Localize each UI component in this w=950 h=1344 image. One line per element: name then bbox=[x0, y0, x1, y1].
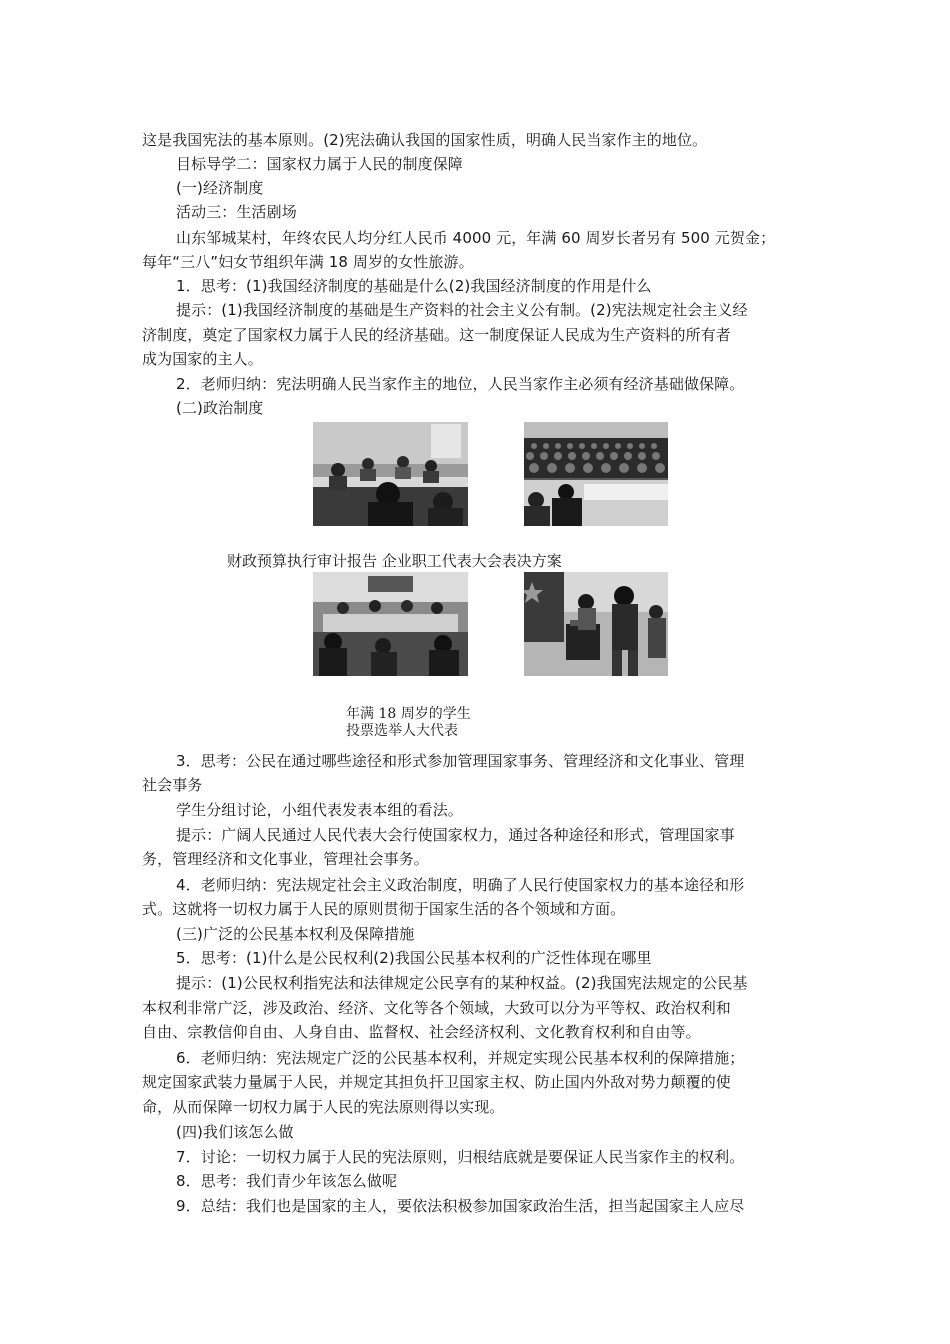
discussion-line: 7．讨论：一切权力属于人民的宪法原则，归根结底就是要保证人民当家作主的权利。 bbox=[176, 1148, 745, 1166]
photo-caption-line2: 投票选举人大代表 bbox=[346, 723, 458, 739]
hint-line: 提示：广阔人民通过人民代表大会行使国家权力，通过各种途径和形式，管理国家事 bbox=[176, 826, 735, 844]
paragraph-line: 规定国家武装力量属于人民，并规定其担负扞卫国家主权、防止国内外敌对势力颠覆的使 bbox=[142, 1073, 731, 1091]
paragraph-line: 成为国家的主人。 bbox=[142, 350, 263, 368]
hint-line: 提示：(1)公民权利指宪法和法律规定公民享有的某种权益。(2)我国宪法规定的公民基 bbox=[176, 974, 748, 992]
meeting-photo bbox=[313, 422, 468, 526]
subsection-heading: (一)经济制度 bbox=[176, 179, 264, 197]
activity-heading: 活动三：生活剧场 bbox=[176, 203, 297, 221]
paragraph-line: 每年“三八”妇女节组织年满 18 周岁的女性旅游。 bbox=[142, 253, 474, 271]
photo-caption-line1: 年满 18 周岁的学生 bbox=[346, 706, 471, 722]
subsection-heading: (二)政治制度 bbox=[176, 399, 264, 417]
congress-hall-photo bbox=[524, 422, 668, 526]
paragraph-line: 本权利非常广泛，涉及政治、经济、文化等各个领域，大致可以分为平等权、政治权利和 bbox=[142, 999, 731, 1017]
paragraph-line: 社会事务 bbox=[142, 776, 203, 794]
paragraph-line: 学生分组讨论，小组代表发表本组的看法。 bbox=[176, 801, 463, 819]
hint-line: 提示：(1)我国经济制度的基础是生产资料的社会主义公有制。(2)宪法规定社会主义经 bbox=[176, 301, 748, 319]
summary-line: 2．老师归纳：宪法明确人民当家作主的地位，人民当家作主必须有经济基础做保障。 bbox=[176, 375, 745, 393]
paragraph-line: 自由、宗教信仰自由、人身自由、监督权、社会经济权利、文化教育权利和自由等。 bbox=[142, 1023, 701, 1041]
question-line: 3．思考：公民在通过哪些途径和形式参加管理国家事务、管理经济和文化事业、管理 bbox=[176, 752, 745, 770]
paragraph-line: 命，从而保障一切权力属于人民的宪法原则得以实现。 bbox=[142, 1098, 505, 1116]
photo-caption: 财政预算执行审计报告 企业职工代表大会表决方案 bbox=[227, 552, 562, 570]
section-heading: 目标导学二：国家权力属于人民的制度保障 bbox=[176, 155, 463, 173]
student-voting-photo bbox=[524, 572, 668, 676]
summary-line: 4．老师归纳：宪法规定社会主义政治制度，明确了人民行使国家权力的基本途径和形 bbox=[176, 876, 745, 894]
question-line: 5．思考：(1)什么是公民权利(2)我国公民基本权利的广泛性体现在哪里 bbox=[176, 949, 652, 967]
subsection-heading: (四)我们该怎么做 bbox=[176, 1123, 294, 1141]
paragraph-line: 这是我国宪法的基本原则。(2)宪法确认我国的国家性质，明确人民当家作主的地位。 bbox=[142, 131, 708, 149]
paragraph-line: 济制度，奠定了国家权力属于人民的经济基础。这一制度保证人民成为生产资料的所有者 bbox=[142, 326, 731, 344]
paragraph-line: 山东邹城某村，年终农民人均分红人民币 4000 元，年满 60 周岁长者另有 500 元贺金； bbox=[176, 229, 776, 247]
conclusion-line: 9．总结：我们也是国家的主人，要依法积极参加国家政治生活，担当起国家主人应尽 bbox=[176, 1197, 745, 1215]
paragraph-line: 式。这就将一切权力属于人民的原则贯彻于国家生活的各个领域和方面。 bbox=[142, 900, 626, 918]
question-line: 8．思考：我们青少年该怎么做呢 bbox=[176, 1172, 398, 1190]
conference-photo bbox=[313, 572, 468, 676]
question-line: 1．思考：(1)我国经济制度的基础是什么(2)我国经济制度的作用是什么 bbox=[176, 277, 652, 295]
paragraph-line: 务，管理经济和文化事业，管理社会事务。 bbox=[142, 850, 429, 868]
subsection-heading: (三)广泛的公民基本权利及保障措施 bbox=[176, 925, 415, 943]
summary-line: 6．老师归纳：宪法规定广泛的公民基本权利，并规定实现公民基本权利的保障措施； bbox=[176, 1049, 745, 1067]
